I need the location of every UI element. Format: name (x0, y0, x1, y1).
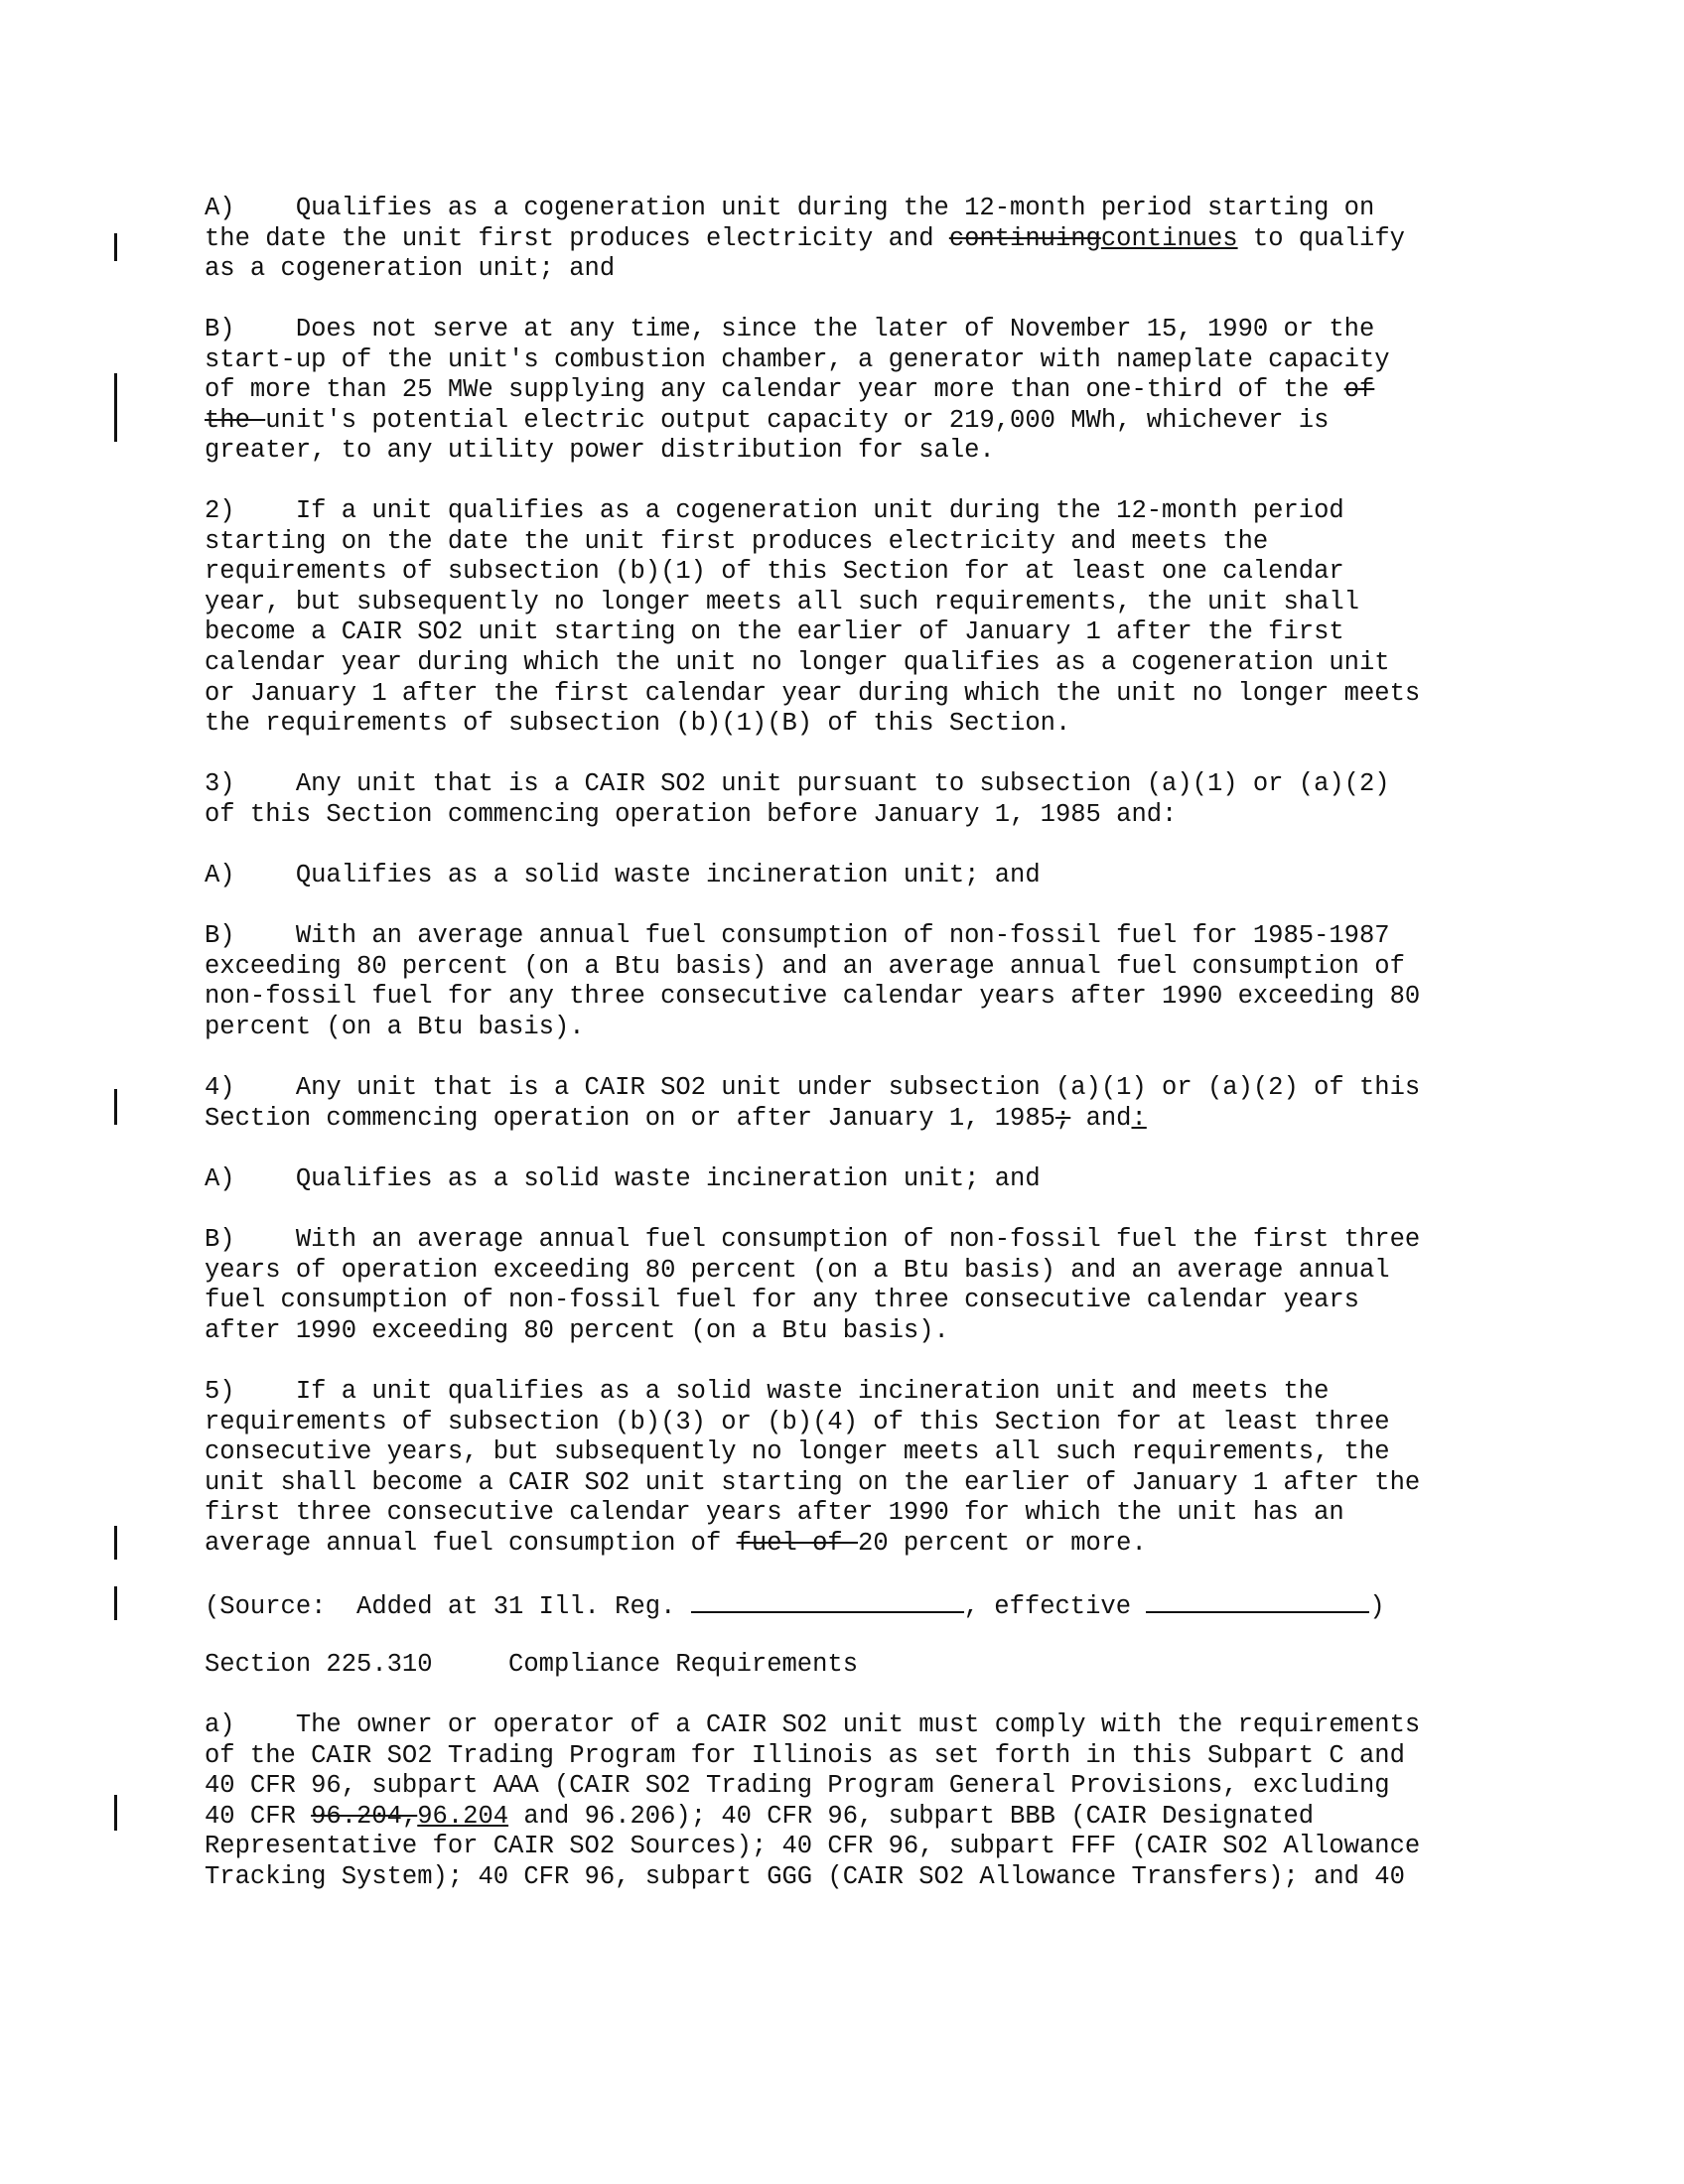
text-line (205, 1771, 1390, 1802)
text-segment: 40 CFR 96, subpart AAA (CAIR SO2 Trading Program General Provisions, excluding (205, 1771, 1390, 1801)
text-segment: Representative for CAIR SO2 Sources); 40 CFR 96, subpart FFF (CAIR SO2 Allowance (205, 1832, 1421, 1861)
text-line (205, 1832, 1420, 1862)
text-line (205, 436, 995, 467)
text-segment: B) Does not serve at any time, since the later of November 15, 1990 or the (205, 315, 1375, 343)
text-line (205, 315, 1374, 345)
text-segment: 2) If a unit qualifies as a cogeneration unit during the 12-month period (205, 496, 1344, 525)
text-segment: (Source: Added at 31 Ill. Reg. (205, 1592, 691, 1621)
text-segment: consecutive years, but subsequently no longer meets all such requirements, the (205, 1437, 1390, 1467)
deleted-text: 96.204, (311, 1801, 418, 1831)
text-line (205, 679, 1420, 710)
text-line (205, 1589, 1385, 1623)
text-segment: as a cogeneration unit; and (205, 254, 616, 284)
text-segment: greater, to any utility power distribution for sale. (205, 436, 995, 466)
revision-bar (114, 1586, 117, 1620)
text-segment: Section commencing operation on or after January 1, 1985 (205, 1103, 1055, 1133)
text-segment: of more than 25 MWe supplying any calendar year more than one-third of the (205, 375, 1344, 405)
text-segment: and (1070, 1103, 1132, 1133)
text-segment: exceeding 80 percent (on a Btu basis) and an average annual fuel consumption of (205, 951, 1405, 981)
text-segment: start-up of the unit's combustion chamber, a generator with nameplate capacity (205, 344, 1390, 374)
text-line (205, 1377, 1329, 1408)
text-segment: become a CAIR SO2 unit starting on the earlier of January 1 after the first (205, 617, 1344, 647)
text-line (205, 1073, 1420, 1104)
text-segment: 20 percent or more. (858, 1529, 1147, 1558)
text-segment: , effective (963, 1592, 1147, 1621)
inserted-text: 96.204 (417, 1801, 509, 1831)
text-segment: and 96.206); 40 CFR 96, subpart BBB (CAIR Designated (508, 1801, 1315, 1831)
inserted-text: continues (1100, 223, 1238, 253)
text-segment: requirements of subsection (b)(1) of this Section for at least one calendar (205, 557, 1344, 587)
revision-bar (114, 1795, 117, 1831)
text-line (205, 557, 1344, 588)
text-segment: A) Qualifies as a cogeneration unit during the 12-month period starting on (205, 194, 1375, 222)
text-line (205, 194, 1374, 224)
text-line (205, 861, 1041, 891)
deleted-text: of (1343, 375, 1375, 405)
text-segment: A) Qualifies as a solid waste incineration unit; and (205, 1164, 1041, 1193)
fill-in-blank (1146, 1589, 1369, 1613)
text-segment: unit's potential electric output capacity or 219,000 MWh, whichever is (265, 405, 1330, 435)
text-segment: the date the unit first produces electricity and (205, 223, 949, 253)
text-line (205, 921, 1390, 952)
text-line (205, 1316, 949, 1347)
text-segment: 4) Any unit that is a CAIR SO2 unit under subsection (a)(1) or (a)(2) of this (205, 1073, 1421, 1102)
text-line (205, 406, 1329, 437)
deleted-text: ; (1054, 1103, 1071, 1133)
text-segment: non-fossil fuel for any three consecutive calendar years after 1990 exceeding 80 (205, 982, 1421, 1012)
text-segment: of this Section commencing operation before January 1, 1985 and: (205, 799, 1178, 829)
text-line (205, 345, 1390, 376)
text-segment: average annual fuel consumption of (205, 1529, 737, 1558)
text-segment: Tracking System); 40 CFR 96, subpart GGG (CAIR SO2 Allowance Transfers); and 40 (205, 1862, 1405, 1891)
text-line (205, 1225, 1420, 1256)
text-segment: Section 225.310 Compliance Requirements (205, 1650, 859, 1679)
text-line (205, 1408, 1390, 1438)
text-segment: first three consecutive calendar years after 1990 for which the unit has an (205, 1498, 1344, 1528)
text-segment: percent (on a Btu basis). (205, 1012, 585, 1041)
text-line (205, 709, 1070, 740)
text-line (205, 1164, 1041, 1195)
text-line (205, 1104, 1147, 1135)
text-line (205, 1741, 1405, 1772)
text-line (205, 375, 1374, 406)
text-segment: 40 CFR (205, 1801, 312, 1831)
revision-bar (114, 233, 117, 261)
text-segment: A) Qualifies as a solid waste incineration unit; and (205, 861, 1041, 889)
text-line (205, 1862, 1405, 1893)
text-segment: after 1990 exceeding 80 percent (on a Btu basis). (205, 1315, 949, 1345)
text-line (205, 1650, 858, 1681)
text-line (205, 617, 1344, 648)
text-segment: starting on the date the unit first produces electricity and meets the (205, 526, 1269, 556)
text-line (205, 800, 1177, 831)
inserted-text: : (1131, 1103, 1147, 1133)
text-segment: to qualify (1237, 223, 1405, 253)
text-line (205, 496, 1344, 527)
text-line (205, 1013, 585, 1043)
text-segment: fuel consumption of non-fossil fuel for any three consecutive calendar years (205, 1286, 1359, 1315)
text-segment: year, but subsequently no longer meets all such requirements, the unit shall (205, 587, 1359, 616)
text-segment: B) With an average annual fuel consumption of non-fossil fuel for 1985-1987 (205, 921, 1390, 950)
text-line (205, 982, 1420, 1013)
revision-bar (114, 1526, 117, 1560)
deleted-text: continuing (948, 223, 1101, 253)
text-segment: 3) Any unit that is a CAIR SO2 unit pursuant to subsection (a)(1) or (a)(2) (205, 769, 1390, 798)
text-line (205, 648, 1390, 679)
text-line (205, 1256, 1390, 1287)
revision-bar (114, 1089, 117, 1125)
text-segment: unit shall become a CAIR SO2 unit starting on the earlier of January 1 after the (205, 1467, 1421, 1497)
text-segment: years of operation exceeding 80 percent (on a Btu basis) and an average annual (205, 1255, 1390, 1285)
text-line (205, 1529, 1147, 1560)
text-line (205, 1710, 1420, 1741)
text-segment: or January 1 after the first calendar year during which the unit no longer meets (205, 678, 1421, 708)
text-segment: the requirements of subsection (b)(1)(B) of this Section. (205, 709, 1071, 739)
text-line (205, 1437, 1390, 1468)
text-line (205, 1802, 1314, 1833)
text-line (205, 527, 1268, 558)
text-segment: requirements of subsection (b)(3) or (b)(4) of this Section for at least three (205, 1407, 1390, 1436)
text-segment: ) (1369, 1592, 1385, 1621)
text-segment: calendar year during which the unit no longer qualifies as a cogeneration unit (205, 648, 1390, 677)
text-line (205, 1286, 1359, 1316)
text-segment: of the CAIR SO2 Trading Program for Illinois as set forth in this Subpart C and (205, 1740, 1405, 1770)
text-line (205, 224, 1405, 255)
text-line (205, 1498, 1344, 1529)
revision-bar (114, 373, 117, 442)
text-line (205, 1468, 1420, 1499)
text-line (205, 254, 615, 285)
text-segment: 5) If a unit qualifies as a solid waste incineration unit and meets the (205, 1377, 1330, 1406)
text-line (205, 952, 1405, 983)
text-line (205, 769, 1390, 800)
deleted-text: fuel of (736, 1529, 859, 1558)
deleted-text: the (205, 405, 266, 435)
text-segment: B) With an average annual fuel consumption of non-fossil fuel the first three (205, 1225, 1421, 1254)
text-line (205, 588, 1359, 618)
text-segment: a) The owner or operator of a CAIR SO2 unit must comply with the requirements (205, 1710, 1421, 1739)
fill-in-blank (691, 1589, 964, 1613)
